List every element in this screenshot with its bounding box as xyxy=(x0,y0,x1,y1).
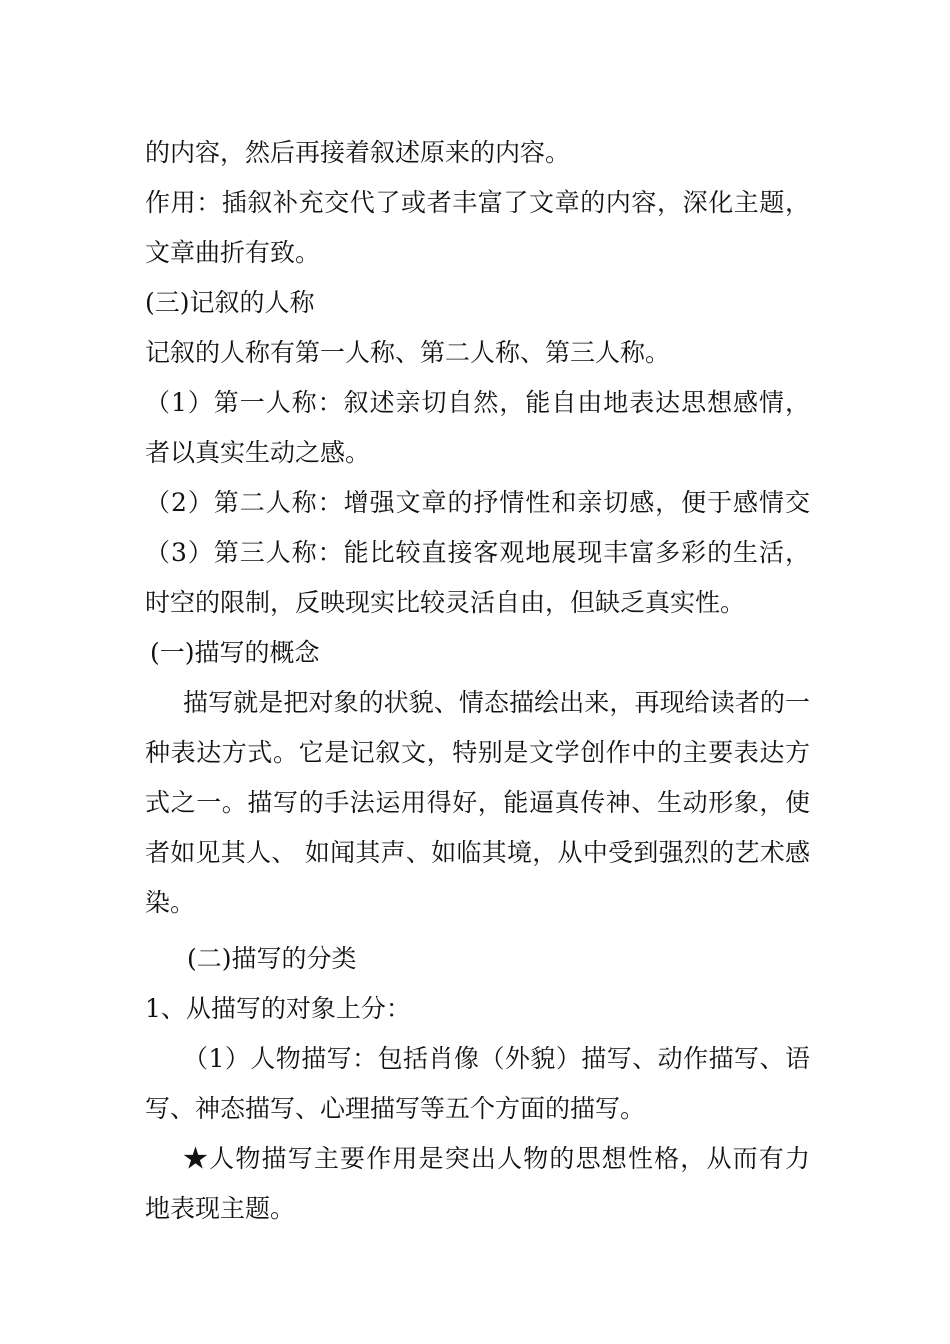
paragraph-line: 者如见其人、 如闻其声、如临其境，从中受到强烈的艺术感 xyxy=(145,838,810,867)
paragraph-line: 记叙的人称有第一人称、第二人称、第三人称。 xyxy=(145,338,671,367)
paragraph-line: ★人物描写主要作用是突出人物的思想性格，从而有力 xyxy=(183,1144,810,1173)
section-heading: (一)描写的概念 xyxy=(150,638,320,667)
paragraph-line: 1、从描写的对象上分： xyxy=(145,994,411,1023)
paragraph-line: 染。 xyxy=(145,888,196,917)
section-heading: (三)记叙的人称 xyxy=(145,288,315,317)
paragraph-line: 地表现主题。 xyxy=(145,1194,296,1223)
paragraph-line: 文章曲折有致。 xyxy=(145,238,321,267)
paragraph-line: 作用：插叙补充交代了或者丰富了文章的内容，深化主题， xyxy=(145,188,810,217)
paragraph-line: 者以真实生动之感。 xyxy=(145,438,371,467)
paragraph-line: 式之一。描写的手法运用得好，能逼真传神、生动形象，使 xyxy=(145,788,810,817)
paragraph-line: （1）人物描写：包括肖像（外貌）描写、动作描写、语 xyxy=(183,1044,810,1073)
paragraph-line: 的内容，然后再接着叙述原来的内容。 xyxy=(145,138,571,167)
paragraph-line: （1）第一人称：叙述亲切自然，能自由地表达思想感情， xyxy=(145,388,810,417)
paragraph-line: 时空的限制，反映现实比较灵活自由，但缺乏真实性。 xyxy=(145,588,746,617)
paragraph-line: 写、神态描写、心理描写等五个方面的描写。 xyxy=(145,1094,646,1123)
paragraph-line: （3）第三人称：能比较直接客观地展现丰富多彩的生活， xyxy=(145,538,810,567)
paragraph-line: （2）第二人称：增强文章的抒情性和亲切感，便于感情交 xyxy=(145,488,810,517)
section-heading: (二)描写的分类 xyxy=(187,944,357,973)
document-body xyxy=(145,128,810,1234)
paragraph-line: 描写就是把对象的状貌、情态描绘出来，再现给读者的一 xyxy=(183,688,810,717)
paragraph-line: 种表达方式。它是记叙文，特别是文学创作中的主要表达方 xyxy=(145,738,810,767)
